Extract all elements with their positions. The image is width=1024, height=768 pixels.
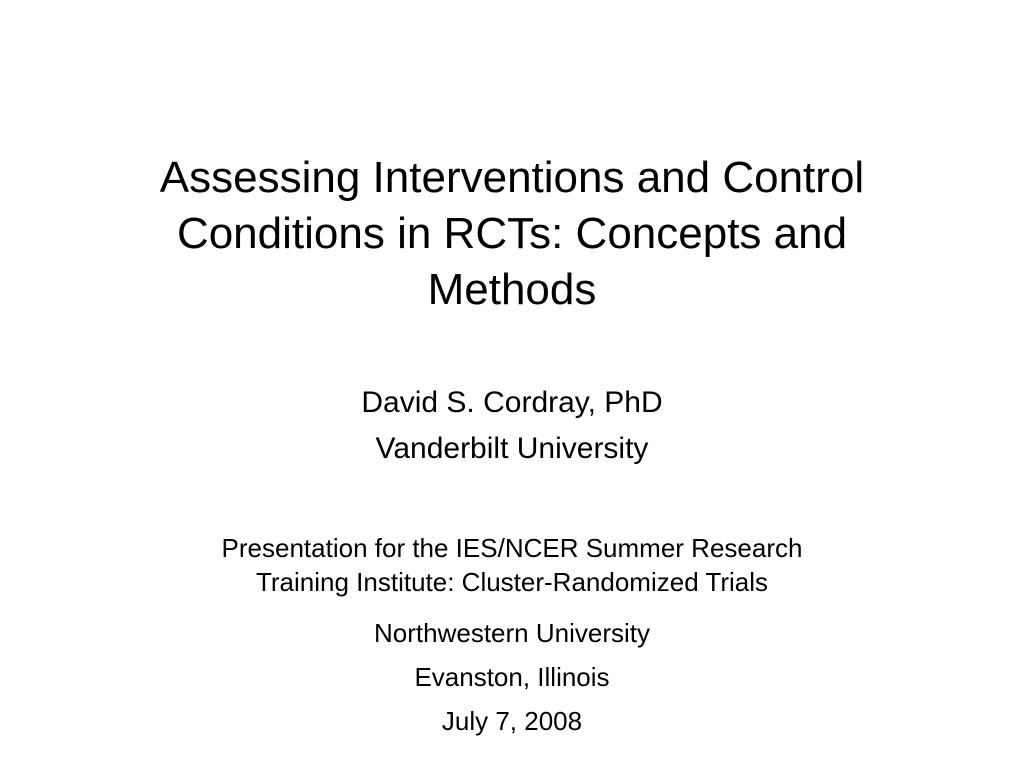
event-venue: Northwestern University — [374, 618, 650, 648]
title-line: Methods — [427, 265, 597, 314]
author-block — [60, 380, 964, 472]
title-line: Conditions in RCTs: Concepts and — [176, 209, 848, 258]
event-date: July 7, 2008 — [441, 706, 583, 736]
event-description-line: Training Institute: Cluster-Randomized Trials — [255, 567, 768, 597]
title-line: Assessing Interventions and Control — [159, 153, 865, 202]
author-name: David S. Cordray, PhD — [361, 386, 663, 419]
author-affiliation: Vanderbilt University — [375, 432, 649, 465]
event-block — [60, 531, 964, 743]
slide-title — [60, 150, 964, 318]
event-location: Evanston, Illinois — [414, 662, 610, 692]
event-description-line: Presentation for the IES/NCER Summer Research — [221, 533, 803, 563]
